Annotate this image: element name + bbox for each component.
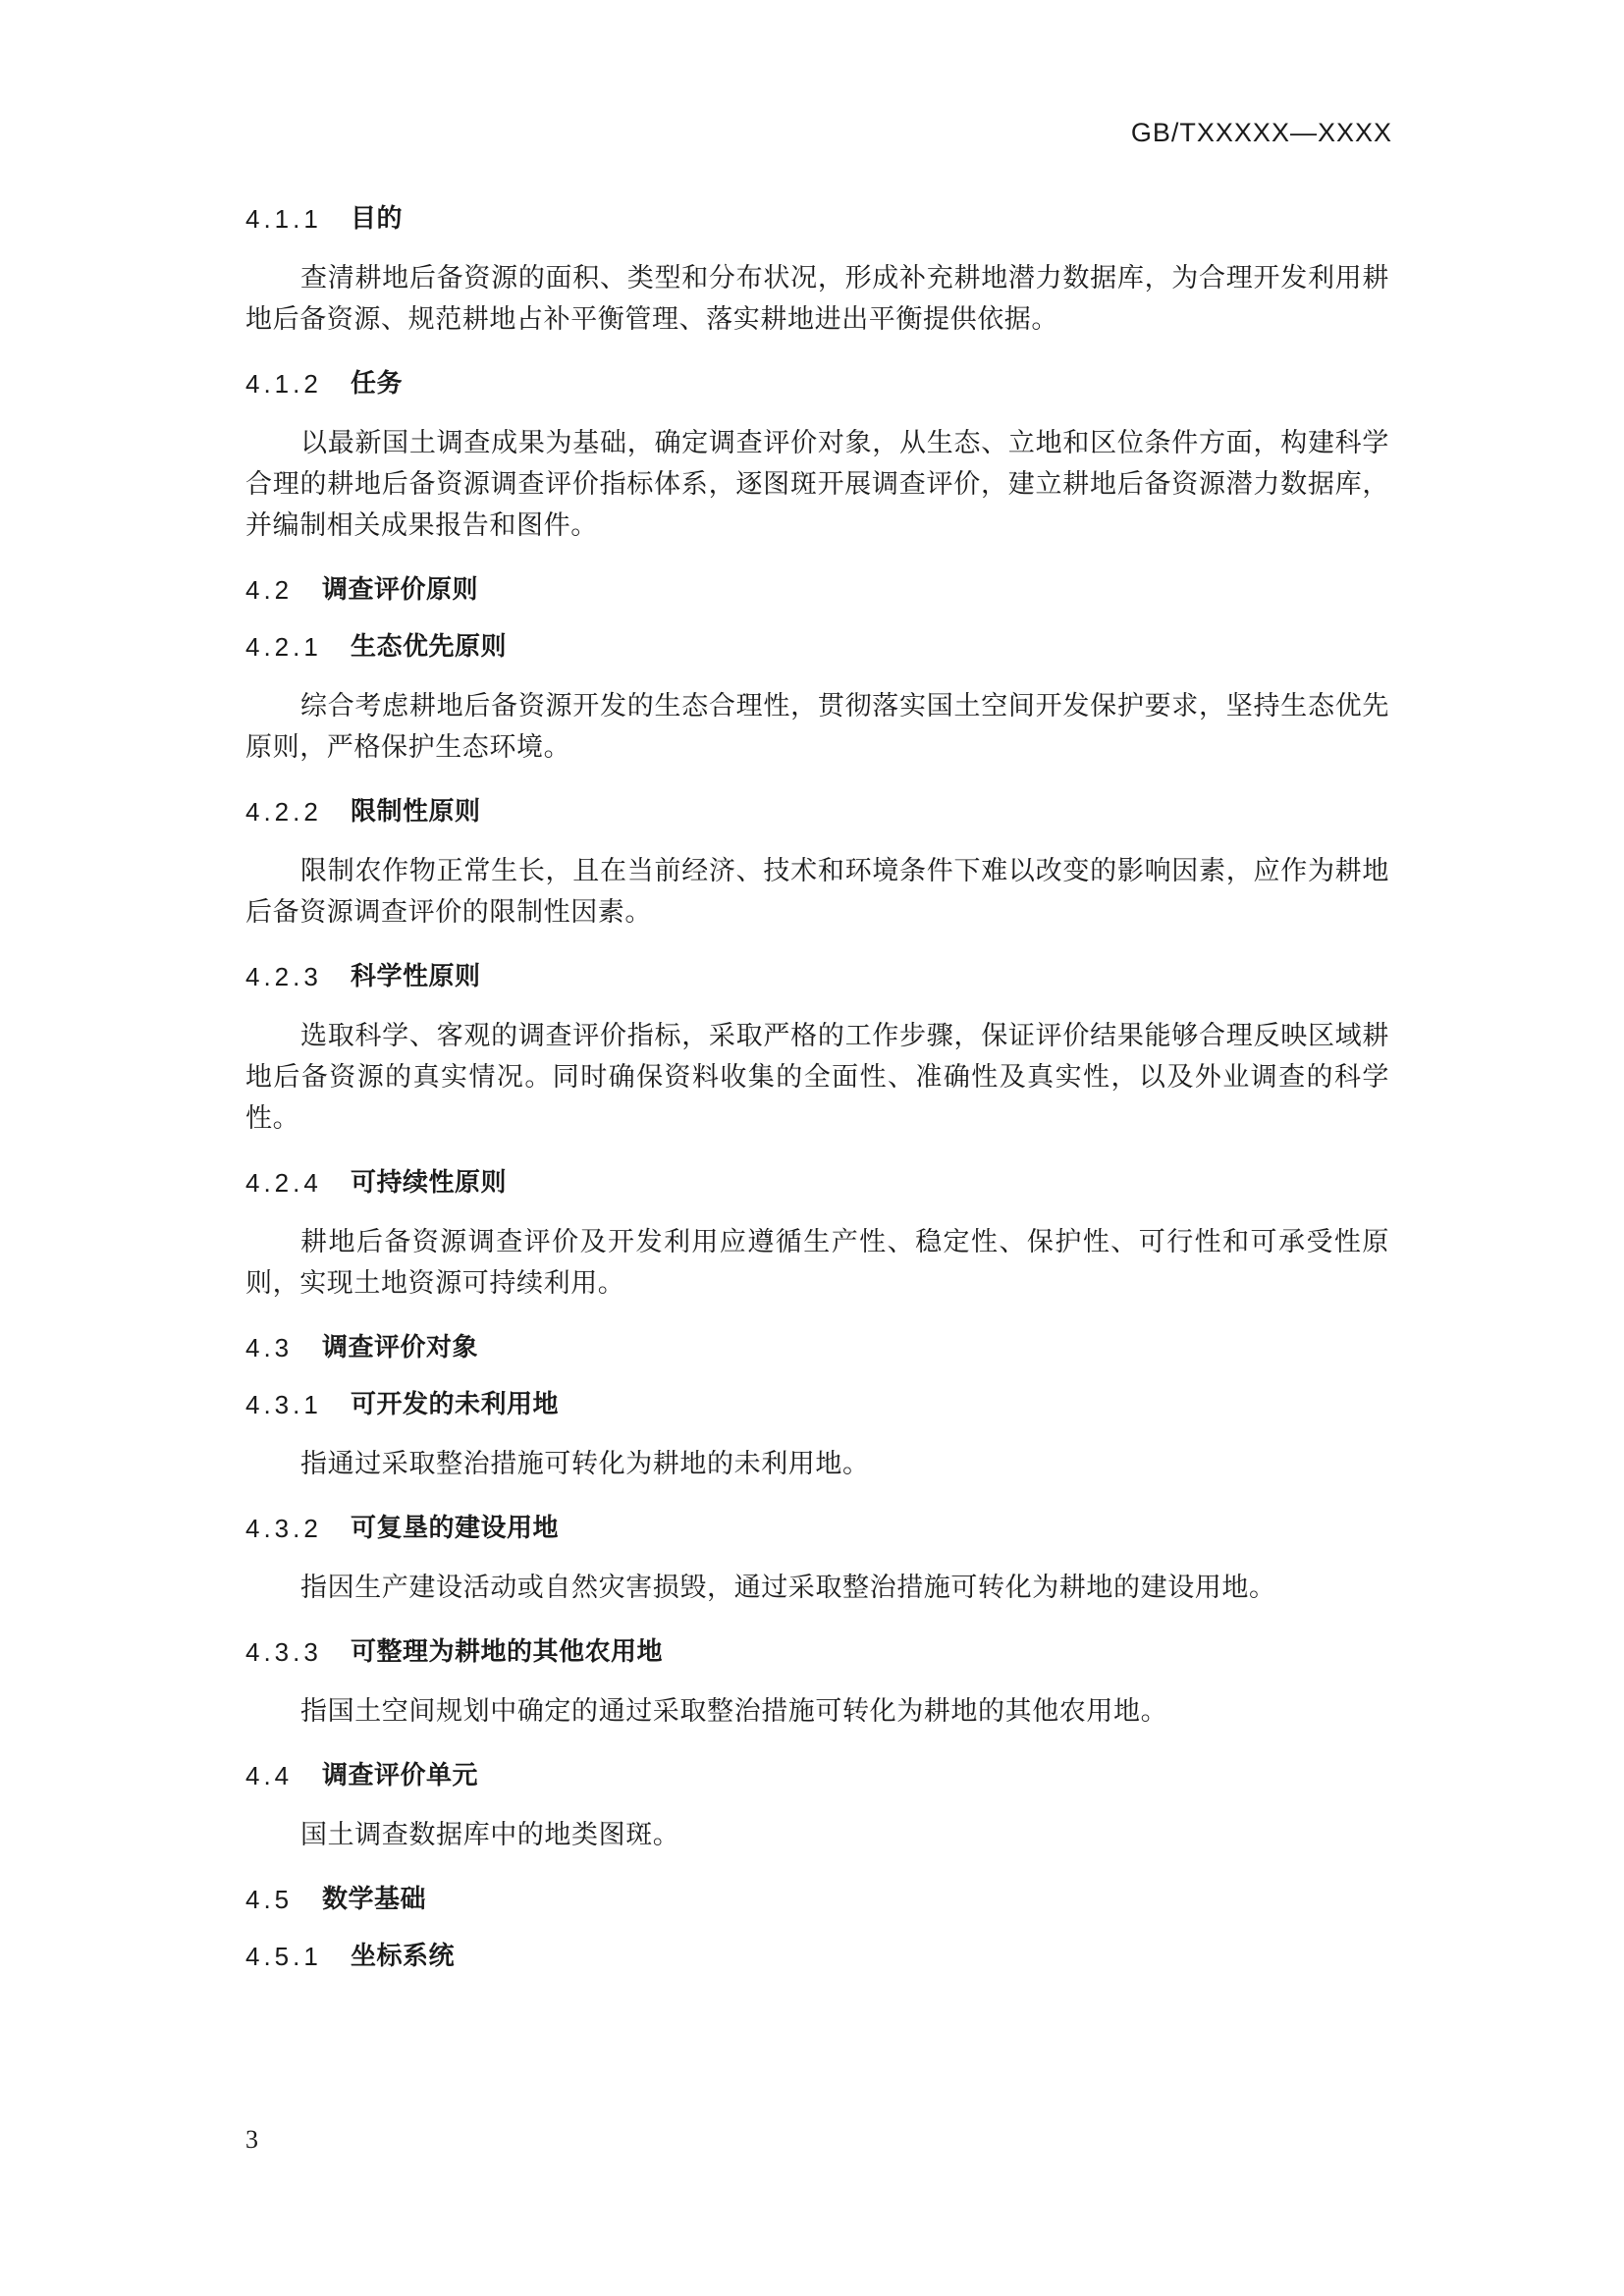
paragraph: 指国土空间规划中确定的通过采取整治措施可转化为耕地的其他农用地。: [300, 1696, 1168, 1727]
section-heading: [245, 1634, 1389, 1670]
section-title: 可复垦的建设用地: [351, 1514, 560, 1543]
section-number: 4.2: [245, 575, 294, 605]
paragraph: 以最新国土调查成果为基础，确定调查评价对象，从生态、立地和区位条件方面，构建科学合理的耕地后备资源调查评价指标体系，逐图斑开展调查评价，建立耕地后备资源潜力数据库，并编制相关成果报告和图件。: [245, 428, 1389, 541]
section-number: 4.1.1: [245, 204, 322, 234]
section-heading: [245, 366, 1389, 401]
section-title: 可开发的未利用地: [351, 1390, 560, 1419]
section-number: 4.3.1: [245, 1390, 322, 1419]
section-number: 4.5.1: [245, 1942, 322, 1971]
paragraph: 综合考虑耕地后备资源开发的生态合理性，贯彻落实国土空间开发保护要求，坚持生态优先原则，严格保护生态环境。: [245, 691, 1389, 763]
section-number: 4.1.2: [245, 369, 322, 399]
section-title: 坐标系统: [351, 1942, 456, 1971]
paragraph: 指通过采取整治措施可转化为耕地的未利用地。: [300, 1449, 870, 1479]
paragraph: 耕地后备资源调查评价及开发利用应遵循生产性、稳定性、保护性、可行性和可承受性原则，实现土地资源可持续利用。: [245, 1227, 1389, 1299]
section-title: 调查评价单元: [322, 1761, 479, 1790]
section-title: 调查评价原则: [322, 575, 479, 605]
document-body: [245, 201, 1389, 1974]
paragraph: 选取科学、客观的调查评价指标，采取严格的工作步骤，保证评价结果能够合理反映区域耕地后备资源的真实情况。同时确保资料收集的全面性、准确性及真实性，以及外业调查的科学性。: [245, 1021, 1389, 1134]
paragraph: 查清耕地后备资源的面积、类型和分布状况，形成补充耕地潜力数据库，为合理开发利用耕地后备资源、规范耕地占补平衡管理、落实耕地进出平衡提供依据。: [245, 263, 1389, 335]
section-number: 4.4: [245, 1761, 294, 1790]
section-title: 生态优先原则: [351, 632, 508, 662]
section-number: 4.2.1: [245, 632, 322, 662]
section-number: 4.2.2: [245, 797, 322, 827]
section-title: 任务: [351, 369, 404, 399]
section-heading: [245, 572, 1389, 608]
paragraph: 指因生产建设活动或自然灾害损毁，通过采取整治措施可转化为耕地的建设用地。: [300, 1573, 1276, 1603]
section-heading: [245, 1882, 1389, 1917]
section-heading: [245, 794, 1389, 829]
section-title: 数学基础: [322, 1885, 427, 1914]
section-title: 科学性原则: [351, 962, 481, 991]
paragraph: 限制农作物正常生长，且在当前经济、技术和环境条件下难以改变的影响因素，应作为耕地后备资源调查评价的限制性因素。: [245, 856, 1389, 928]
section-heading: [245, 201, 1389, 237]
section-heading: [245, 1330, 1389, 1365]
section-heading: [245, 1939, 1389, 1974]
section-title: 可整理为耕地的其他农用地: [351, 1637, 664, 1667]
section-title: 限制性原则: [351, 797, 481, 827]
section-title: 可持续性原则: [351, 1168, 508, 1198]
page-number: 3: [245, 2125, 258, 2154]
section-heading: [245, 1511, 1389, 1546]
section-title: 调查评价对象: [322, 1333, 479, 1362]
section-heading: [245, 1758, 1389, 1793]
section-number: 4.5: [245, 1885, 294, 1914]
section-number: 4.2.4: [245, 1168, 322, 1198]
section-number: 4.3.2: [245, 1514, 322, 1543]
section-heading: [245, 1387, 1389, 1422]
section-title: 目的: [351, 204, 404, 234]
paragraph: 国土调查数据库中的地类图斑。: [300, 1820, 680, 1850]
section-heading: [245, 959, 1389, 994]
section-number: 4.3: [245, 1333, 294, 1362]
section-number: 4.2.3: [245, 962, 322, 991]
section-heading: [245, 1165, 1389, 1201]
section-number: 4.3.3: [245, 1637, 322, 1667]
section-heading: [245, 629, 1389, 665]
document-code: GB/TXXXXX—XXXX: [1130, 118, 1392, 147]
